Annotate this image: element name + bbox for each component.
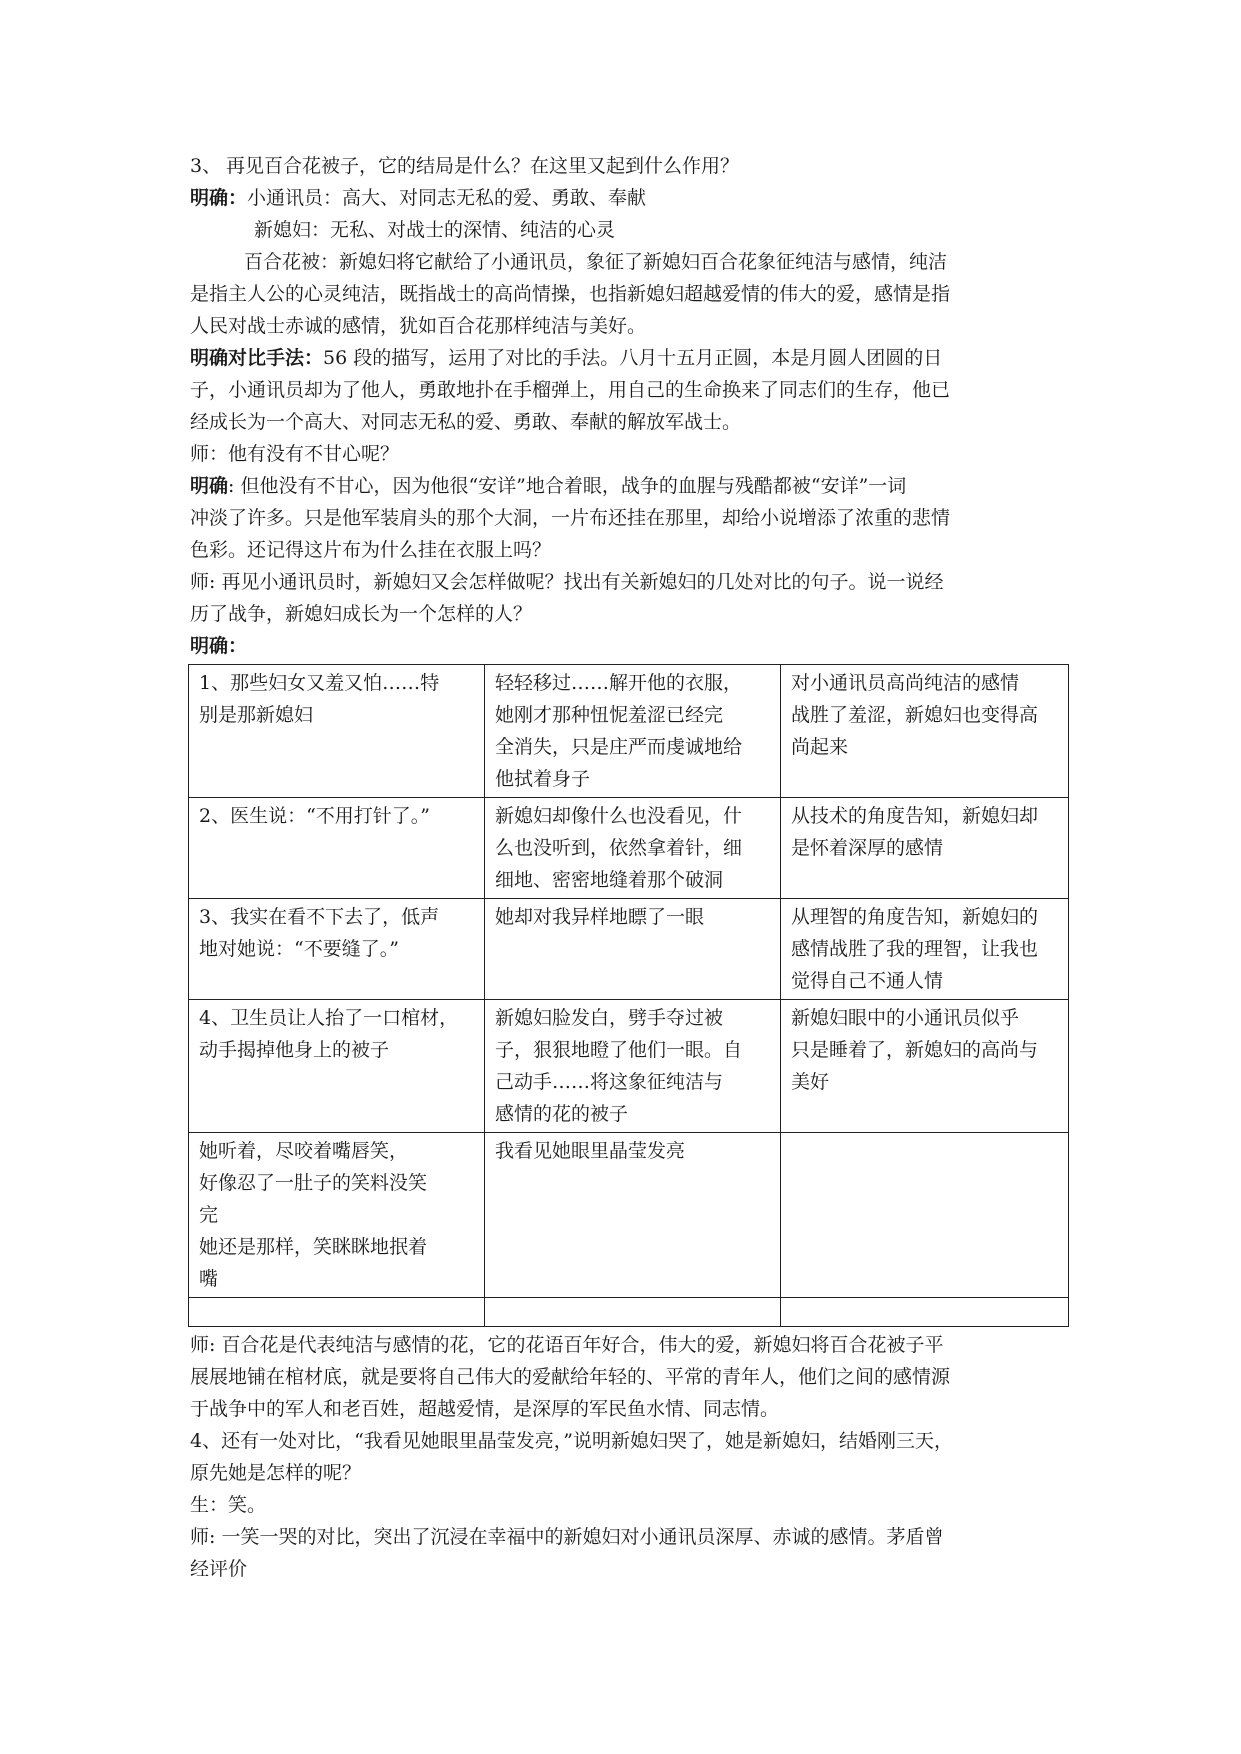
table-row [189, 1133, 1069, 1298]
answer-text: : 但他没有不甘心，因为他很“安详”地合着眼，战争的血腥与残酷都被“安详”一词 [228, 475, 907, 497]
answer-line: 新媳妇：无私、对战士的深情、纯洁的心灵 [254, 219, 616, 241]
table-cell [485, 798, 781, 899]
cell-text: 她刚才那种忸怩羞涩已经完 [495, 704, 724, 726]
table-cell [189, 1298, 485, 1327]
table-cell [485, 665, 781, 798]
table-row [189, 798, 1069, 899]
cell-text: 1、那些妇女又羞又怕……特 [199, 672, 440, 694]
cell-text: 我看见她眼里晶莹发亮 [495, 1140, 686, 1162]
question-number: 3、 [190, 155, 222, 177]
cell-text: 嘴 [199, 1268, 219, 1290]
cell-text: 动手揭掉他身上的被子 [199, 1039, 390, 1061]
contrast-table [188, 664, 1069, 1327]
cell-text: 她听着，尽咬着嘴唇笑， [199, 1140, 409, 1162]
document-body [190, 150, 1062, 1585]
cell-text: 4、卫生员让人抬了一口棺材， [199, 1007, 459, 1029]
cell-text: 己动手……将这象征纯洁与 [495, 1071, 724, 1093]
teacher-line: 展展地铺在棺材底，就是要将自己伟大的爱献给年轻的、平常的青年人，他们之间的感情源 [190, 1366, 951, 1388]
cell-text: 她却对我异样地瞟了一眼 [495, 906, 705, 928]
cell-text: 她还是那样，笑眯眯地抿着 [199, 1236, 428, 1258]
cell-text: 新媳妇脸发白，劈手夺过被 [495, 1007, 724, 1029]
teacher-line: 经评价 [190, 1558, 248, 1580]
paragraph-line: 百合花被：新媳妇将它献给了小通讯员，象征了新媳妇百合花象征纯洁与感情，纯洁 [244, 251, 948, 273]
answer-line [190, 470, 1062, 502]
teacher-line: 师: 百合花是代表纯洁与感情的花，它的花语百年好合，伟大的爱，新媳妇将百合花被子平 [190, 1334, 944, 1356]
table-cell [189, 798, 485, 899]
answer-label: 明确： [190, 635, 248, 657]
cell-text: 他拭着身子 [495, 768, 591, 790]
cell-text: 完 [199, 1204, 219, 1226]
cell-text: 对小通讯员高尚纯洁的感情 [791, 672, 1020, 694]
question-text: 再见百合花被子，它的结局是什么？在这里又起到什么作用？ [226, 155, 740, 177]
cell-text: 从理智的角度告知，新媳妇的 [791, 906, 1039, 928]
paragraph-line: 色彩。还记得这片布为什么挂在衣服上吗？ [190, 539, 552, 561]
table-cell [485, 899, 781, 1000]
table-cell [781, 899, 1069, 1000]
contrast-label: 明确对比手法： [190, 347, 324, 369]
cell-text: 么也没听到，依然拿着针，细 [495, 837, 743, 859]
cell-text: 是怀着深厚的感情 [791, 837, 944, 859]
teacher-line: 师: 再见小通讯员时，新媳妇又会怎样做呢？找出有关新媳妇的几处对比的句子。说一说经 [190, 571, 944, 593]
paragraph-line: 人民对战士赤诚的感情，犹如百合花那样纯洁与美好。 [190, 315, 647, 337]
cell-text: 全消失，只是庄严而虔诚地给 [495, 736, 743, 758]
cell-text: 感情的花的被子 [495, 1103, 629, 1125]
cell-text: 美好 [791, 1071, 830, 1093]
question-4-line: 4、还有一处对比，“我看见她眼里晶莹发亮，”说明新媳妇哭了，她是新媳妇，结婚刚三天， [190, 1430, 954, 1452]
table-row [189, 899, 1069, 1000]
paragraph-line: 是指主人公的心灵纯洁，既指战士的高尚情操，也指新媳妇超越爱情的伟大的爱，感情是指 [190, 283, 951, 305]
paragraph-line: 子，小通讯员却为了他人，勇敢地扑在手榴弹上，用自己的生命换来了同志们的生存，他已 [190, 379, 951, 401]
answer-label: 明确 [190, 475, 229, 497]
answer-label: 明确： [190, 187, 248, 209]
table-cell [485, 1298, 781, 1327]
cell-text: 新媳妇眼中的小通讯员似乎 [791, 1007, 1020, 1029]
cell-text: 细地、密密地缝着那个破洞 [495, 869, 724, 891]
answer-line [190, 182, 1062, 214]
table-cell [781, 798, 1069, 899]
cell-text: 尚起来 [791, 736, 849, 758]
cell-text: 战胜了羞涩，新媳妇也变得高 [791, 704, 1039, 726]
table-cell [781, 1000, 1069, 1133]
answer-text: 小通讯员：高大、对同志无私的爱、勇敢、奉献 [247, 187, 647, 209]
cell-text: 3、我实在看不下去了，低声 [199, 906, 440, 928]
table-cell [189, 665, 485, 798]
teacher-line: 于战争中的军人和老百姓，超越爱情，是深厚的军民鱼水情、同志情。 [190, 1398, 780, 1420]
cell-text: 觉得自己不通人情 [791, 970, 944, 992]
table-cell [189, 1133, 485, 1298]
paragraph-text: 56 段的描写，运用了对比的手法。八月十五月正圆，本是月圆人团圆的日 [323, 347, 943, 369]
cell-text: 别是那新媳妇 [199, 704, 314, 726]
cell-text: 好像忍了一肚子的笑料没笑 [199, 1172, 428, 1194]
question-4-line: 原先她是怎样的呢？ [190, 1462, 362, 1484]
table-row [189, 665, 1069, 798]
teacher-line: 师：他有没有不甘心呢？ [190, 443, 400, 465]
cell-text: 新媳妇却像什么也没看见，什 [495, 805, 743, 827]
teacher-line: 师: 一笑一哭的对比，突出了沉浸在幸福中的新媳妇对小通讯员深厚、赤诚的感情。茅盾曾 [190, 1526, 944, 1548]
table-cell [485, 1133, 781, 1298]
table-cell [781, 1133, 1069, 1298]
question-3 [190, 150, 1062, 182]
table-cell [189, 1000, 485, 1133]
table-cell [781, 665, 1069, 798]
student-line: 生：笑。 [190, 1494, 267, 1516]
table-row [189, 1000, 1069, 1133]
table-row [189, 1298, 1069, 1327]
cell-text: 只是睡着了，新媳妇的高尚与 [791, 1039, 1039, 1061]
paragraph-line: 经成长为一个高大、对同志无私的爱、勇敢、奉献的解放军战士。 [190, 411, 742, 433]
paragraph-line: 冲淡了许多。只是他军装肩头的那个大洞，一片布还挂在那里，却给小说增添了浓重的悲情 [190, 507, 951, 529]
cell-text: 子，狠狠地瞪了他们一眼。自 [495, 1039, 743, 1061]
paragraph-line [190, 342, 1062, 374]
table-cell [781, 1298, 1069, 1327]
table-cell [189, 899, 485, 1000]
cell-text: 轻轻移过……解开他的衣服， [495, 672, 743, 694]
table-cell [485, 1000, 781, 1133]
cell-text: 感情战胜了我的理智，让我也 [791, 938, 1039, 960]
cell-text: 从技术的角度告知，新媳妇却 [791, 805, 1039, 827]
cell-text: 2、医生说：“不用打针了。” [199, 805, 431, 827]
teacher-line: 历了战争，新媳妇成长为一个怎样的人？ [190, 603, 533, 625]
cell-text: 地对她说：“不要缝了。” [199, 938, 399, 960]
